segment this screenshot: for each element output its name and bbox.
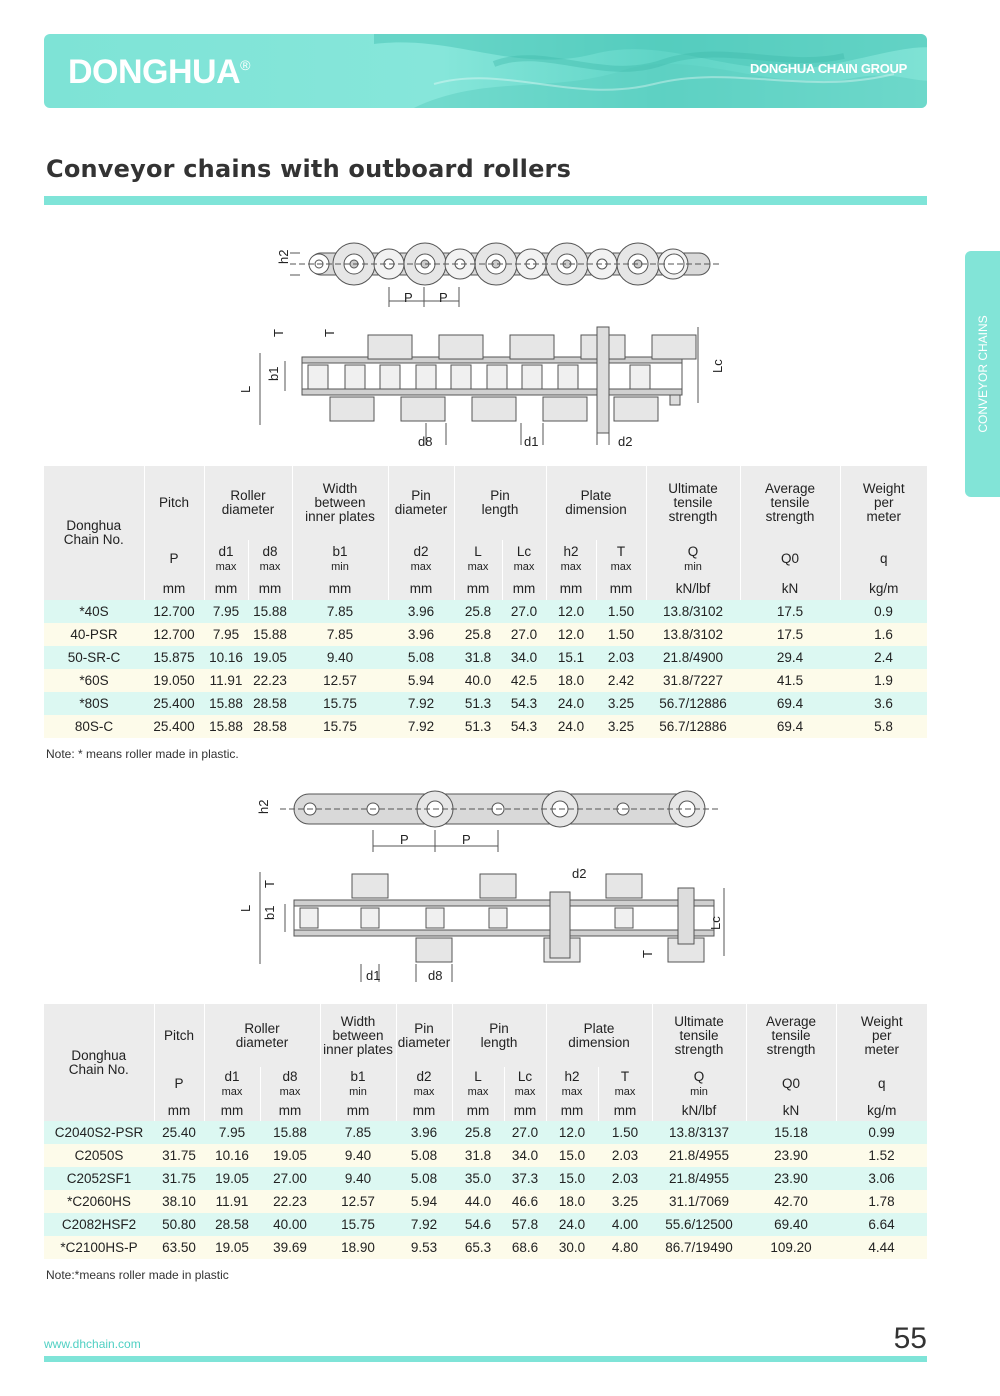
- dim-p1: P: [400, 832, 409, 847]
- dim-p2: P: [462, 832, 471, 847]
- table-row: *40S 12.700 7.95 15.88 7.85 3.96 25.8 27.0 12.0 1.50 13.8/3102 17.5 0.9: [44, 600, 927, 623]
- hdr-pitch: Pitch: [154, 1004, 204, 1067]
- group-name: DONGHUA CHAIN GROUP: [749, 61, 907, 76]
- hdr-weight: Weight per meter: [840, 466, 927, 540]
- chain-drawing-2: [230, 780, 730, 990]
- dim-d8: d8: [418, 434, 433, 449]
- website-link[interactable]: www.dhchain.com: [44, 1337, 141, 1351]
- hdr-chain-no: Donghua Chain No.: [44, 1004, 154, 1121]
- brand-logo: DONGHUA®: [68, 53, 250, 91]
- title-rule: [44, 196, 927, 205]
- table-row: C2050S 31.75 10.16 19.05 9.40 5.08 31.8 34.0 15.0 2.03 21.8/4955 23.90 1.52: [44, 1144, 927, 1167]
- hdr-uts: Ultimate tensile strength: [646, 466, 740, 540]
- table-row: *C2100HS-P 63.50 19.05 39.69 18.90 9.53 65.3 68.6 30.0 4.80 86.7/19490 109.20 4.44: [44, 1236, 927, 1259]
- table-row: *60S 19.050 11.91 22.23 12.57 5.94 40.0 42.5 18.0 2.42 31.8/7227 41.5 1.9: [44, 669, 927, 692]
- dim-Lc: Lc: [710, 359, 725, 373]
- hdr-width: Width between inner plates: [292, 466, 388, 540]
- hdr-pitch: Pitch: [144, 466, 204, 540]
- hdr-plate: Plate dimension: [546, 466, 646, 540]
- unit-row: mm mm mm mm mm mm mm mm mm kN/lbf kN kg/m: [44, 1101, 927, 1121]
- dim-b1: b1: [266, 366, 281, 381]
- hdr-pin-dia: Pin diameter: [396, 1004, 452, 1067]
- dim-p2: P: [439, 290, 448, 305]
- dim-b1: b1: [262, 905, 277, 920]
- dim-p1: P: [404, 290, 413, 305]
- dim-t2: T: [640, 950, 655, 958]
- dim-d1: d1: [366, 968, 381, 983]
- hdr-roller: Roller diameter: [204, 1004, 320, 1067]
- table-row: C2082HSF2 50.80 28.58 40.00 15.75 7.92 54.6 57.8 24.0 4.00 55.6/12500 69.40 6.64: [44, 1213, 927, 1236]
- symbol-row: P d1 max d8 max b1 min d2 max L max Lc max h2 max T max Q min Q0 q: [44, 1067, 927, 1101]
- dim-Lc: Lc: [708, 916, 723, 930]
- hdr-weight: Weight per meter: [836, 1004, 927, 1067]
- header-banner: [44, 34, 927, 108]
- spec-table-1: [44, 466, 927, 738]
- note-2: Note:*means roller made in plastic: [46, 1268, 229, 1282]
- side-tab[interactable]: CONVEYOR CHAINS: [965, 251, 1000, 497]
- table-row: *80S 25.400 15.88 28.58 15.75 7.92 51.3 54.3 24.0 3.25 56.7/12886 69.4 3.6: [44, 692, 927, 715]
- dim-d1: d1: [524, 434, 539, 449]
- table-row: C2052SF1 31.75 19.05 27.00 9.40 5.08 35.0 37.3 15.0 2.03 21.8/4955 23.90 3.06: [44, 1167, 927, 1190]
- hdr-uts: Ultimate tensile strength: [652, 1004, 746, 1067]
- hdr-plate: Plate dimension: [546, 1004, 652, 1067]
- hdr-pin-len: Pin length: [452, 1004, 546, 1067]
- dim-d8: d8: [428, 968, 443, 983]
- table-row: *C2060HS 38.10 11.91 22.23 12.57 5.94 44.0 46.6 18.0 3.25 31.1/7069 42.70 1.78: [44, 1190, 927, 1213]
- footer-rule: [44, 1356, 927, 1362]
- dim-h2: h2: [256, 799, 271, 814]
- unit-row: mm mm mm mm mm mm mm mm mm kN/lbf kN kg/m: [44, 578, 927, 600]
- page-number: 55: [893, 1322, 927, 1355]
- dim-L: L: [238, 385, 253, 393]
- spec-table-2: [44, 1004, 927, 1259]
- hdr-chain-no: Donghua Chain No.: [44, 466, 144, 600]
- hdr-width: Width between inner plates: [320, 1004, 396, 1067]
- hdr-pin-dia: Pin diameter: [388, 466, 454, 540]
- table-row: 80S-C 25.400 15.88 28.58 15.75 7.92 51.3 54.3 24.0 3.25 56.7/12886 69.4 5.8: [44, 715, 927, 738]
- dim-t2: T: [322, 329, 337, 337]
- symbol-row: P d1 max d8 max b1 min d2 max L max Lc max h2 max T max Q min Q0 q: [44, 540, 927, 578]
- dim-L: L: [238, 904, 253, 912]
- dim-t1: T: [262, 880, 277, 888]
- table-row: 40-PSR 12.700 7.95 15.88 7.85 3.96 25.8 27.0 12.0 1.50 13.8/3102 17.5 1.6: [44, 623, 927, 646]
- note-1: Note: * means roller made in plastic.: [46, 747, 239, 761]
- hdr-pin-len: Pin length: [454, 466, 546, 540]
- dim-t1: T: [271, 329, 286, 337]
- table-row: C2040S2-PSR 25.40 7.95 15.88 7.85 3.96 25.8 27.0 12.0 1.50 13.8/3137 15.18 0.99: [44, 1121, 927, 1144]
- chain-drawing-1: [230, 225, 730, 457]
- hdr-avg: Average tensile strength: [746, 1004, 836, 1067]
- dim-h2: h2: [276, 249, 291, 264]
- table-row: 50-SR-C 15.875 10.16 19.05 9.40 5.08 31.8 34.0 15.1 2.03 21.8/4900 29.4 2.4: [44, 646, 927, 669]
- page-title: Conveyor chains with outboard rollers: [46, 155, 572, 183]
- hdr-roller: Roller diameter: [204, 466, 292, 540]
- dim-d2: d2: [572, 866, 587, 881]
- hdr-avg: Average tensile strength: [740, 466, 840, 540]
- dim-d2: d2: [618, 434, 633, 449]
